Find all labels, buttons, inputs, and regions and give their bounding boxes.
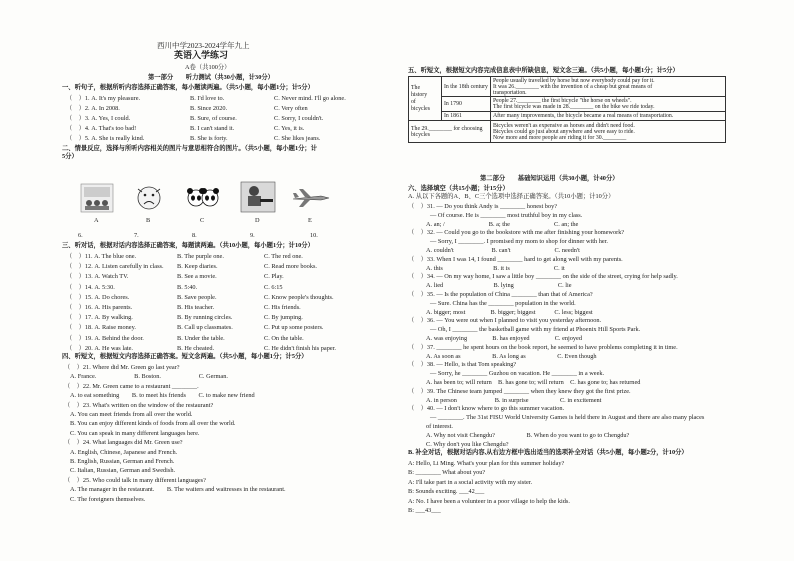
question-line: A. to eat something B. to meet his friends C. to make new friend — [70, 392, 255, 400]
sec2-heading-cont: 5分） — [62, 153, 78, 160]
question-line: （ ）32. — Could you go to the bookstore with me after finishing your homework? — [408, 229, 625, 237]
fact-line: People usually travelled by horse but now everybody could pay for it. — [492, 77, 655, 84]
question-option-c: C. Never mind. I'll go alone. — [274, 95, 346, 102]
question-line: — Sure. China has the ________ population in the world. — [430, 299, 576, 307]
question-line: — ________. The 31st FISU World University Games is held there in August and there are also many places — [430, 414, 705, 422]
year-cell: In the 18th century — [442, 77, 491, 97]
question-option-b: B. Save people. — [177, 293, 217, 301]
question-line: （ ）31. — Do you think Andy is ________ honest boy? — [408, 203, 558, 210]
picture-label: B — [146, 217, 151, 224]
fact-cell — [490, 97, 725, 112]
question-line: （ ）22. Mr. Green came to a restaurant ________. — [64, 382, 199, 390]
question-option-c: C. Read more books. — [264, 263, 317, 271]
question-option-b: B. Keep diaries. — [177, 263, 218, 271]
question-option-b: B. By running circles. — [177, 314, 233, 322]
question-line: A. Why not visit Chengdu? B. When do you want to go to Chengdu? — [426, 431, 630, 439]
question-option-c: C. On the table. — [264, 334, 304, 342]
dialogue-line: A: I'll take part in a social activity with my sister. — [408, 478, 533, 486]
answer-blank: 10. — [310, 232, 318, 239]
picture-c-pandas — [185, 181, 221, 213]
question-line: （ ）25. Who could talk in many different languages? — [64, 476, 206, 484]
question-line: A. bigger; most B. bigger; biggest C. less; biggest — [426, 308, 593, 316]
part1-heading: 第一部分 听力测试（共30小题，计30分） — [148, 74, 274, 81]
picture-label: A — [94, 217, 99, 224]
question-option-a: （ ）2. A. In 2008. — [66, 105, 120, 112]
question-option-b: B. The purple one. — [177, 253, 224, 260]
question-option-a: （ ）20. A. He was late. — [66, 344, 133, 352]
sec4-heading: 四、听短文，根据短文内容选择正确答案。短文念两遍。（共5小题，每小题1分；计5分） — [62, 353, 308, 360]
question-option-a: （ ）12. A. Listen carefully in class. — [66, 263, 164, 271]
sec5-heading: 五、听短文，根据短文内容完成信息表中所缺信息，短文念三遍。（共5小题，每小题1分；计5分） — [408, 67, 679, 74]
question-option-b: B. She is forty. — [190, 135, 228, 142]
fact-line: The first bicycle was made in 28.________ on the bike we ride today. — [492, 104, 655, 110]
question-option-c: C. Know people's thoughts. — [264, 293, 334, 301]
question-option-b: B. I can't stand it. — [190, 125, 235, 132]
question-option-b: B. Call up classmates. — [177, 324, 233, 332]
question-line: C. The foreigners themselves. — [70, 495, 146, 503]
question-line: C. You can speak in many different languages here. — [70, 429, 200, 437]
question-option-b: B. His teacher. — [177, 304, 215, 311]
question-option-b: B. Under the table. — [177, 334, 225, 342]
question-option-a: （ ）1. A. It's my pleasure. — [66, 95, 141, 102]
reason-cell: The 29.________ for choosing bicycles — [409, 121, 491, 143]
question-line: A. in person B. in surprise C. in excitement — [426, 396, 602, 404]
question-line: A. this B. it is C. it — [426, 264, 565, 272]
exam-title: 英语入学练习 — [174, 50, 229, 60]
fact-line: People 27.________ the first bicycle "the horse on wheels". — [492, 98, 632, 104]
question-line: B. You can enjoy different kinds of foods from all over the world. — [70, 420, 236, 428]
reasons-cell — [490, 121, 725, 143]
question-option-c: C. His friends. — [264, 304, 301, 311]
question-line: of interest. — [426, 423, 453, 430]
year-cell: In 1790 — [442, 97, 491, 112]
picture-e-airplane — [291, 186, 331, 210]
history-word-1: The — [411, 84, 421, 91]
question-option-a: （ ）14. A. 5:30. — [66, 283, 115, 291]
question-option-a: （ ）4. A. That's too bad! — [66, 125, 137, 132]
sec2-heading: 二、情景反应，选择与所听内容相关的图片与意思相符合的图片。（共5小题，每小题1分；计 — [62, 145, 318, 152]
question-option-b: B. Sure, of course. — [190, 115, 237, 122]
year-cell: In 1861 — [442, 112, 491, 121]
question-line: A. lied B. lying C. lie — [426, 282, 572, 290]
question-line: — Oh, I ________ the basketball game with my friend at Phoenix Hill Sports Park. — [430, 326, 641, 334]
picture-label: D — [255, 217, 260, 224]
picture-d-person-at-desk — [240, 181, 276, 213]
exam-subtitle: A卷（共100分） — [185, 64, 231, 71]
dialogue-line: A: No. I have been a volunteer in a poor village to help the kids. — [408, 497, 570, 505]
question-line: （ ）23. What's written on the window of the restaurant? — [64, 401, 214, 409]
fact-cell — [490, 77, 725, 97]
dialogue-line: B: Sounds exciting. ___42___ — [408, 488, 485, 496]
question-line: （ ）21. Where did Mr. Green go last year? — [64, 364, 180, 371]
question-line: A. an; / B. a; the C. an; the — [426, 220, 579, 228]
question-option-c: C. Put up some posters. — [264, 324, 324, 332]
question-line: （ ）33. When I was 14, I found ________ hard to get along well with my parents. — [408, 255, 623, 263]
history-word-2: history — [411, 91, 428, 98]
question-line: A. was enjoying B. has enjoyed C. enjoyed — [426, 335, 583, 342]
question-line: （ ）39. The Chinese team jumped ________ when they knew they got the first prize. — [408, 387, 631, 395]
dialogue-line: A: Hello, Li Ming. What's your plan for this summer holiday? — [408, 460, 565, 467]
question-option-a: （ ）19. A. Behind the door. — [66, 334, 144, 342]
question-line: — Sorry, I ________. I promised my mom to shop for dinner with her. — [430, 238, 608, 246]
dialogue-line: B: ___43___ — [408, 507, 441, 514]
history-cell — [409, 77, 442, 121]
question-line: （ ）37. ________ he spent hours on the book report, he seemed to have problems completing it in time. — [408, 343, 678, 351]
question-line: （ ）36. — You were out when I planned to visit you yesterday afternoon. — [408, 317, 602, 325]
question-option-b: B. I'd love to. — [190, 95, 225, 102]
question-option-a: （ ）3. A. Yes, I could. — [66, 115, 131, 122]
question-option-a: （ ）5. A. She is really kind. — [66, 135, 145, 142]
question-line: （ ）34. — On my way home, I saw a little boy ________ on the side of the street, crying for help sadly. — [408, 273, 678, 281]
question-option-c: C. Play. — [264, 273, 284, 281]
sec3-heading: 三、听对话，根据对话内容选择正确答案，每题读两遍。（共10小题，每小题1分；计10分） — [62, 242, 314, 249]
question-option-c: C. She likes jeans. — [274, 135, 321, 142]
question-line: A. France. B. Boston. C. German. — [70, 373, 228, 381]
picture-b-crying-face — [132, 183, 166, 213]
reason-line: Bicycles weren't as expensive as horses and didn't need food. — [492, 122, 635, 129]
fact-line: It was 26.________ with the invention of a cheap but great means of — [492, 83, 653, 90]
question-line: A. couldn't B. can't C. needn't — [426, 247, 580, 254]
question-line: （ ）38. — Hello, is that Tom speaking? — [408, 361, 517, 369]
question-line: （ ）40. — I don't know where to go this summer vacation. — [408, 405, 565, 413]
question-option-a: （ ）11. A. The blue one. — [66, 253, 137, 260]
question-option-b: B. See a movie. — [177, 273, 217, 281]
question-option-c: C. The red one. — [264, 253, 303, 260]
question-option-a: （ ）16. A. His parents. — [66, 304, 133, 311]
part2-heading: 第二部分 基础知识运用（共30小题，计40分） — [480, 175, 619, 182]
answer-blank: 8. — [192, 232, 197, 239]
question-option-a: （ ）17. A. By walking. — [66, 314, 133, 322]
question-line: — Sorry, he ________ Guzhou on vacation. He ________ in a week. — [430, 370, 605, 378]
bicycle-info-table — [408, 76, 726, 143]
question-option-c: C. By jumping. — [264, 314, 303, 322]
secB-heading: B. 补全对话，根据对话内容,从右边方框中选出适当的选项补全对话（共5小题，每小题2分，计10分） — [408, 449, 688, 456]
question-option-a: （ ）18. A. Raise money. — [66, 324, 136, 332]
question-line: （ ）35. — Is the population of China ________ than that of America? — [408, 291, 593, 298]
dialogue-line: B: ________ What about you? — [408, 469, 486, 477]
question-line: A. The manager in the restaurant. B. The waiters and waitresses in the restaurant. — [70, 486, 286, 494]
fact-line: transportation. — [492, 89, 527, 96]
answer-blank: 9. — [250, 232, 255, 239]
question-option-c: C. He didn't finish his paper. — [264, 344, 336, 352]
question-line: B. English, Russian, German and French. — [70, 458, 175, 465]
history-word-4: bicycles — [411, 105, 430, 112]
history-word-3: of — [411, 98, 416, 105]
question-option-c: C. Sorry, I couldn't. — [274, 115, 324, 122]
question-line: C. Italian, Russian, German and Swedish. — [70, 467, 176, 475]
picture-a-classroom — [80, 183, 114, 213]
question-option-a: （ ）13. A. Watch TV. — [66, 273, 129, 281]
question-line: （ ）24. What languages did Mr. Green use? — [64, 439, 183, 447]
answer-blank: 7. — [134, 232, 139, 239]
sec1-heading: 一、听句子，根据所听内容选择正确答案，每小题读两遍。（共5小题，每小题1分；计5分） — [62, 84, 314, 91]
question-line: A. As soon as B. As long as C. Even though — [426, 352, 597, 360]
question-option-b: B. Since 2020. — [190, 105, 228, 112]
question-option-b: B. 5:40. — [177, 283, 198, 291]
sec6-heading: 六、选择填空（共15小题；计15分） — [408, 185, 509, 192]
question-line: C. Why don't you like Chengdu? — [426, 440, 509, 448]
question-option-a: （ ）15. A. Do chores. — [66, 293, 130, 301]
question-option-c: C. Very often — [274, 105, 308, 112]
question-option-c: C. Yes, it is. — [274, 125, 305, 132]
school-title: 西川中学2023-2024学年九上 — [157, 41, 250, 50]
question-option-b: B. He cheated. — [177, 344, 215, 352]
reason-line: Now more and more people are riding it for 30.________ — [492, 134, 627, 141]
sec6-subheading: A. 从以下各题的A、B、C三个选项中选择正确答案。（共10小题；计10分） — [408, 193, 615, 200]
picture-label: E — [308, 217, 312, 224]
answer-blank: 6. — [78, 232, 83, 239]
question-line: — Of course. He is ________ most truthful boy in my class. — [430, 211, 583, 219]
picture-label: C — [200, 217, 205, 224]
question-line: A. You can meet friends from all over the world. — [70, 411, 193, 418]
fact-cell: After many improvements, the bicycle became a real means of transportation. — [490, 112, 725, 121]
question-line: A. English, Chinese, Japanese and French. — [70, 448, 178, 456]
question-line: A. has been to; will return B. has gone to; will return C. has gone to; has returned — [426, 379, 641, 386]
question-option-c: C. 6:15 — [264, 283, 283, 291]
reason-line: Bicycles could go just about anywhere and were easy to ride. — [492, 128, 635, 135]
